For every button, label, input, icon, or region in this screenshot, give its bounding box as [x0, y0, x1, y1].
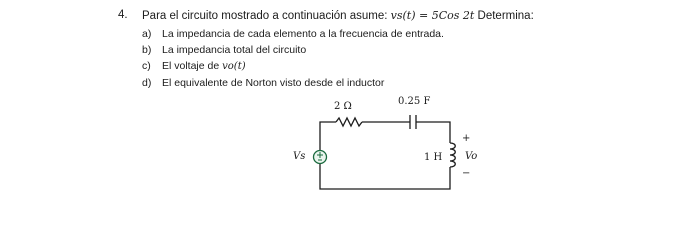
inductor-symbol	[450, 143, 455, 167]
item-text: La impedancia de cada elemento a la frecuencia de entrada.	[162, 28, 444, 40]
intro-tail: Determina:	[474, 10, 534, 22]
item-text: El voltaje de	[162, 60, 223, 72]
question-number: 4.	[118, 9, 128, 21]
output-voltage-label: Vo	[465, 151, 478, 162]
wire-top-left	[320, 122, 336, 151]
item-text: El equivalente de Norton visto desde el inductor	[162, 77, 385, 89]
resistor-symbol	[336, 118, 362, 126]
output-minus-sign: −	[462, 168, 471, 179]
item-marker: a)	[142, 28, 152, 40]
item-text: La impedancia total del circuito	[162, 44, 307, 56]
capacitor-symbol	[410, 115, 416, 129]
source-label: Vs	[293, 151, 306, 162]
inductor-label: 1 H	[424, 152, 443, 163]
intro-text: Para el circuito mostrado a continuación asume:	[142, 10, 391, 22]
wire-top-right	[416, 122, 450, 143]
intro-equation: vs(t) = 5Cos 2t	[390, 9, 475, 22]
item-marker: d)	[142, 77, 152, 89]
item-marker: b)	[142, 44, 152, 56]
item-math: vo(t)	[222, 61, 246, 72]
wire-bottom	[320, 163, 450, 189]
output-plus-sign: +	[462, 133, 471, 144]
capacitor-label: 0.25 F	[398, 96, 431, 107]
item-marker: c)	[142, 60, 151, 72]
resistor-label: 2 Ω	[334, 101, 352, 112]
